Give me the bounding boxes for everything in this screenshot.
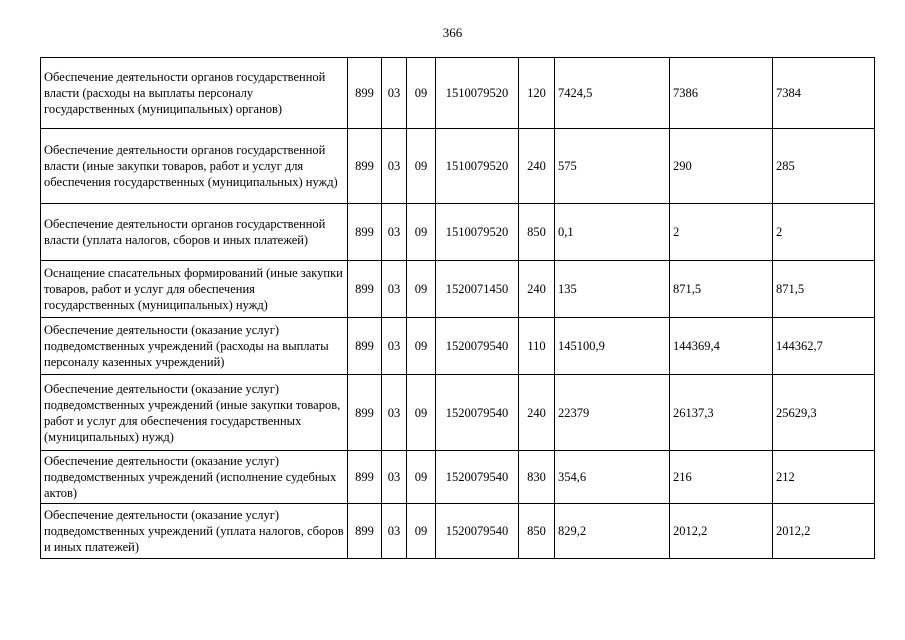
- table-row: [41, 504, 875, 559]
- amount-year-1: 22379: [555, 375, 670, 451]
- target-article-code: 1510079520: [436, 58, 519, 129]
- section-code: 03: [382, 451, 407, 504]
- expense-type-code: 850: [519, 204, 555, 261]
- subsection-code: 09: [407, 58, 436, 129]
- amount-year-3: 212: [773, 451, 875, 504]
- expense-type-code: 830: [519, 451, 555, 504]
- amount-year-3: 871,5: [773, 261, 875, 318]
- subsection-code: 09: [407, 504, 436, 559]
- section-code: 03: [382, 204, 407, 261]
- section-code: 03: [382, 375, 407, 451]
- ministry-code: 899: [348, 58, 382, 129]
- amount-year-2: 26137,3: [670, 375, 773, 451]
- subsection-code: 09: [407, 261, 436, 318]
- amount-year-1: 0,1: [555, 204, 670, 261]
- expense-type-code: 240: [519, 375, 555, 451]
- row-description: Обеспечение деятельности (оказание услуг) подведомственных учреждений (уплата налогов, сборов и иных платежей): [41, 504, 348, 559]
- expense-type-code: 240: [519, 261, 555, 318]
- page-number: 366: [442, 25, 463, 40]
- amount-year-2: 2012,2: [670, 504, 773, 559]
- amount-year-3: 25629,3: [773, 375, 875, 451]
- table-row: [41, 261, 875, 318]
- amount-year-2: 871,5: [670, 261, 773, 318]
- amount-year-1: 135: [555, 261, 670, 318]
- amount-year-3: 144362,7: [773, 318, 875, 375]
- amount-year-3: 7384: [773, 58, 875, 129]
- section-code: 03: [382, 58, 407, 129]
- amount-year-1: 7424,5: [555, 58, 670, 129]
- amount-year-3: 285: [773, 129, 875, 204]
- amount-year-1: 145100,9: [555, 318, 670, 375]
- expense-type-code: 110: [519, 318, 555, 375]
- ministry-code: 899: [348, 261, 382, 318]
- expense-type-code: 240: [519, 129, 555, 204]
- subsection-code: 09: [407, 129, 436, 204]
- target-article-code: 1510079520: [436, 204, 519, 261]
- table-body: [41, 58, 875, 559]
- amount-year-3: 2012,2: [773, 504, 875, 559]
- row-description: Обеспечение деятельности (оказание услуг) подведомственных учреждений (исполнение судебных актов): [41, 451, 348, 504]
- row-description: Обеспечение деятельности органов государственной власти (уплата налогов, сборов и иных платежей): [41, 204, 348, 261]
- table-row: [41, 451, 875, 504]
- target-article-code: 1510079520: [436, 129, 519, 204]
- amount-year-2: 144369,4: [670, 318, 773, 375]
- amount-year-1: 829,2: [555, 504, 670, 559]
- ministry-code: 899: [348, 375, 382, 451]
- budget-table: [40, 57, 875, 559]
- amount-year-2: 2: [670, 204, 773, 261]
- ministry-code: 899: [348, 318, 382, 375]
- subsection-code: 09: [407, 318, 436, 375]
- row-description: Обеспечение деятельности (оказание услуг) подведомственных учреждений (иные закупки товаров, работ и услуг для обеспечения государственных (муниципальных) нужд): [41, 375, 348, 451]
- target-article-code: 1520079540: [436, 504, 519, 559]
- amount-year-2: 7386: [670, 58, 773, 129]
- section-code: 03: [382, 129, 407, 204]
- target-article-code: 1520079540: [436, 318, 519, 375]
- section-code: 03: [382, 504, 407, 559]
- subsection-code: 09: [407, 204, 436, 261]
- amount-year-1: 354,6: [555, 451, 670, 504]
- table-row: [41, 318, 875, 375]
- table-row: [41, 58, 875, 129]
- amount-year-1: 575: [555, 129, 670, 204]
- target-article-code: 1520079540: [436, 375, 519, 451]
- ministry-code: 899: [348, 129, 382, 204]
- ministry-code: 899: [348, 504, 382, 559]
- row-description: Обеспечение деятельности органов государственной власти (расходы на выплаты персоналу государственных (муниципальных) органов): [41, 58, 348, 129]
- section-code: 03: [382, 318, 407, 375]
- amount-year-3: 2: [773, 204, 875, 261]
- expense-type-code: 120: [519, 58, 555, 129]
- row-description: Оснащение спасательных формирований (иные закупки товаров, работ и услуг для обеспечения государственных (муниципальных) нужд): [41, 261, 348, 318]
- target-article-code: 1520079540: [436, 451, 519, 504]
- table-row: [41, 375, 875, 451]
- row-description: Обеспечение деятельности (оказание услуг) подведомственных учреждений (расходы на выплаты персоналу казенных учреждений): [41, 318, 348, 375]
- expense-type-code: 850: [519, 504, 555, 559]
- table-row: [41, 129, 875, 204]
- row-description: Обеспечение деятельности органов государственной власти (иные закупки товаров, работ и услуг для обеспечения государственных (муниципальных) нужд): [41, 129, 348, 204]
- target-article-code: 1520071450: [436, 261, 519, 318]
- section-code: 03: [382, 261, 407, 318]
- table-row: [41, 204, 875, 261]
- ministry-code: 899: [348, 451, 382, 504]
- amount-year-2: 290: [670, 129, 773, 204]
- amount-year-2: 216: [670, 451, 773, 504]
- ministry-code: 899: [348, 204, 382, 261]
- subsection-code: 09: [407, 451, 436, 504]
- subsection-code: 09: [407, 375, 436, 451]
